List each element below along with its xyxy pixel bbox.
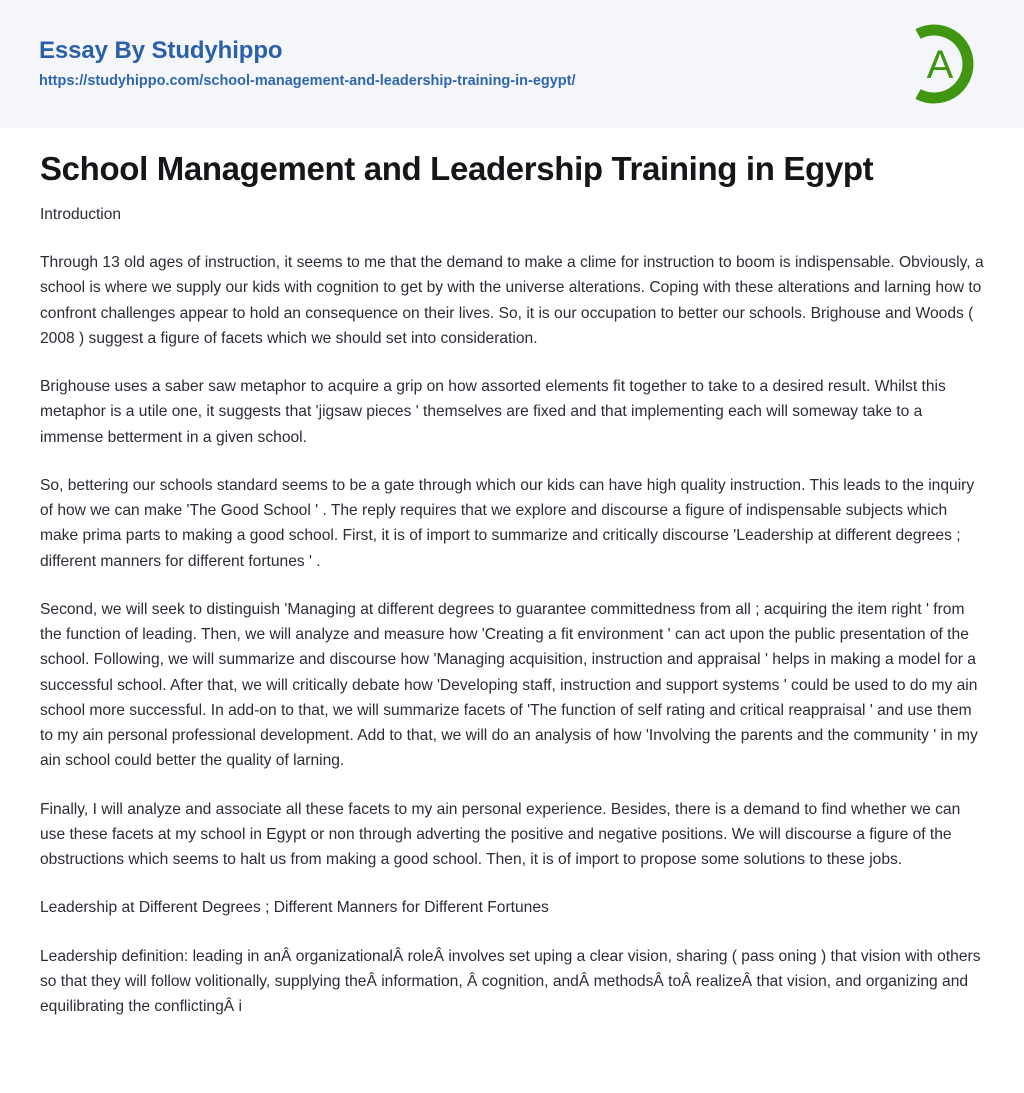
brand-title: Essay By Studyhippo [39, 37, 283, 65]
paragraph: So, bettering our schools standard seems to be a gate through which our kids can have high quality instruction. This leads to the inquiry of how we can make 'The Good School ' . The reply requires that we explore and discourse a figure of indispensable subjects which make prima parts to making a good school. First, it is of import to summarize and critically discourse 'Leadership at different degrees ; different manners for different fortunes ' . [40, 476, 975, 570]
header-text-group [0, 38, 576, 89]
paragraph: Brighouse uses a saber saw metaphor to acquire a grip on how assorted elements fit together to take to a desired result. Whilst this metaphor is a utile one, it suggests that 'jigsaw pieces ' themselves are fixed and that implementing each will someway take to a immense betterment in a given school. [40, 378, 946, 446]
document-body [0, 128, 1024, 1059]
svg-text:A: A [926, 43, 954, 87]
section-subheading: Leadership at Different Degrees ; Different Manners for Different Fortunes [40, 899, 549, 917]
site-header [0, 0, 1024, 128]
page-title: School Management and Leadership Training in Egypt [40, 150, 874, 187]
section-label-introduction: Introduction [40, 205, 121, 223]
paragraph: Through 13 old ages of instruction, it seems to me that the demand to make a clime for instruction to boom is indispensable. Obviously, a school is where we supply our kids with cognition to get by with the universe alterations. Coping with these alterations and larning how to confront challenges appear to hold an consequence on their lives. So, it is our occupation to better our schools. Brighouse and Woods ( 2008 ) suggest a figure of facets which we should set into consideration. [40, 254, 984, 347]
source-url[interactable]: https://studyhippo.com/school-management-and-leadership-training-in-egypt/ [39, 72, 576, 89]
studyhippo-arc-a-logo-icon [896, 16, 992, 112]
paragraph: Finally, I will analyze and associate all these facets to my ain personal experience. Besides, there is a demand to find whether we can use these facets at my school in Egypt or non through adverting the positive and negative positions. We will discourse a figure of the obstructions which seems to halt us from making a good school. Then, it is of import to propose some solutions to these jobs. [40, 800, 961, 869]
paragraph-truncated: Leadership definition: leading in anÂ organizationalÂ roleÂ involves set uping a clear vision, sharing ( pass oning ) that vision with others so that they will follow volitionally, supplying theÂ information, Â cognition, andÂ methodsÂ toÂ realizeÂ that vision, and organizing and equilibrating the conflictingÂ i [40, 947, 981, 1016]
paragraph: Second, we will seek to distinguish 'Managing at different degrees to guarantee committedness from all ; acquiring the item right ' from the function of leading. Then, we will analyze and measure how 'Creating a fit environment ' can act upon the public presentation of the school. Following, we will summarize and discourse how 'Managing acquisition, instruction and appraisal ' helps in making a model for a successful school. After that, we will critically debate how 'Developing staff, instruction and support systems ' could be used to do my ain school more successful. In add-on to that, we will summarize facets of 'The function of self rating and critical reappraisal ' and use them to my ain personal professional development. Add to that, we will do an analysis of how 'Involving the parents and the community ' in my ain school could better the quality of larning. [40, 600, 978, 770]
